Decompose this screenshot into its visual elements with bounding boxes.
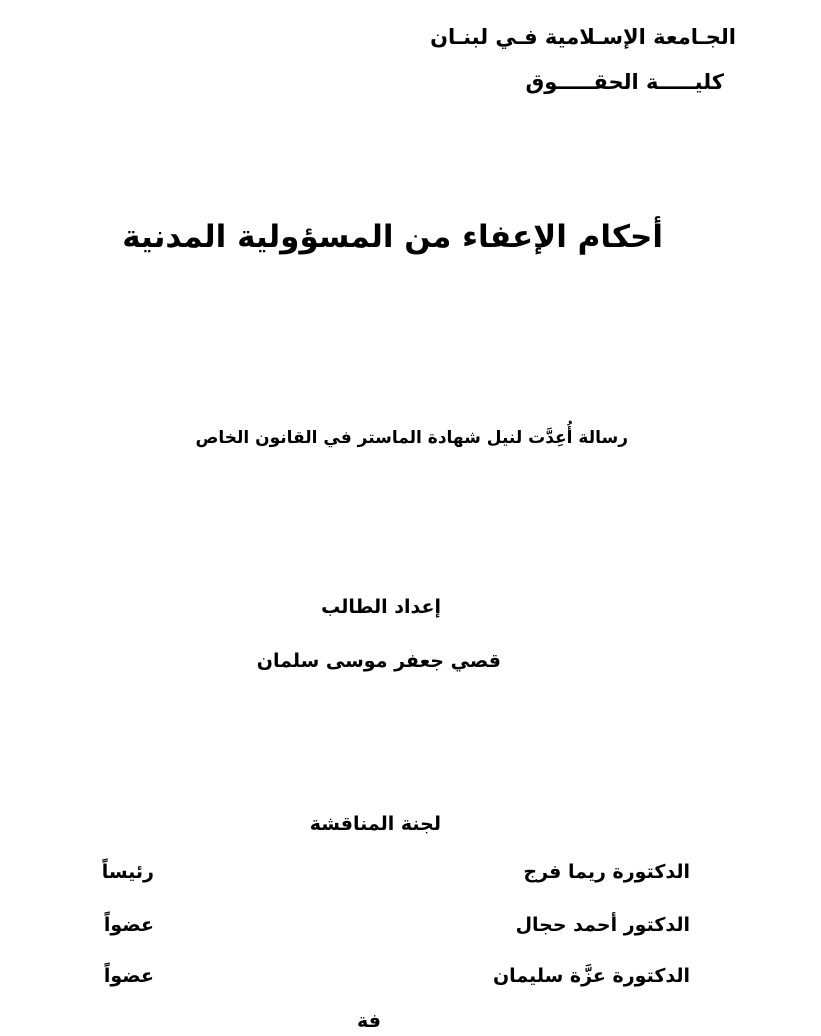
university-name: الجـامعة الإسـلامية فـي لبنـان bbox=[430, 25, 736, 49]
thesis-subtitle: رسالة أُعِدَّت لنيل شهادة الماستر في القانون الخاص bbox=[195, 428, 628, 448]
committee-member-name: الدكتور أحمد حجال bbox=[515, 914, 690, 936]
committee-member-role: رئيساً bbox=[101, 861, 154, 883]
thesis-title: أحكام الإعفاء من المسؤولية المدنية bbox=[122, 219, 663, 255]
committee-member-role: عضواً bbox=[103, 914, 154, 936]
committee-title: لجنة المناقشة bbox=[309, 813, 441, 835]
student-name: قصي جعفر موسى سلمان bbox=[256, 650, 501, 672]
cut-off-text-fragment: فة bbox=[357, 1010, 381, 1032]
prepared-by-label: إعداد الطالب bbox=[321, 596, 441, 618]
faculty-name: كليـــــة الحقـــــوق bbox=[525, 70, 724, 94]
committee-member-name: الدكتورة ريما فرج bbox=[523, 861, 690, 883]
committee-member-role: عضواً bbox=[103, 965, 154, 987]
committee-member-name: الدكتورة عزَّة سليمان bbox=[492, 965, 690, 987]
